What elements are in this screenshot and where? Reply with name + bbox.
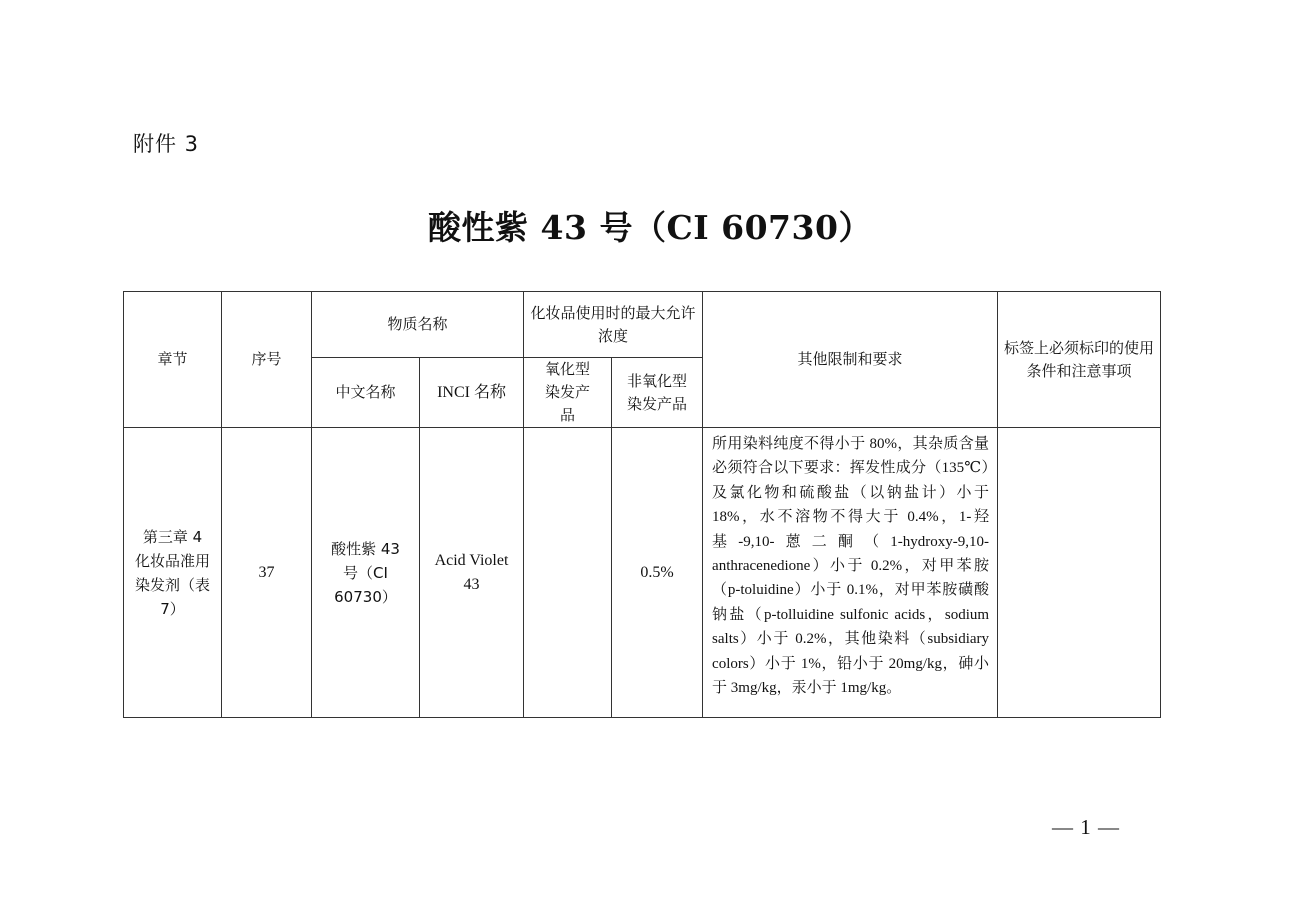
page-number: — 1 — <box>1052 815 1120 839</box>
cell-non-oxidative: 0.5% <box>612 428 703 718</box>
header-max-concentration: 化妆品使用时的最大允许浓度 <box>524 292 703 358</box>
header-oxidative: 氧化型染发产品 <box>524 358 612 428</box>
regulation-table <box>123 291 1161 718</box>
header-serial: 序号 <box>222 292 312 428</box>
header-label-conditions: 标签上必须标印的使用条件和注意事项 <box>998 292 1161 428</box>
cell-oxidative <box>524 428 612 718</box>
table-row <box>124 428 1161 718</box>
cell-label-conditions <box>998 428 1161 718</box>
header-chapter: 章节 <box>124 292 222 428</box>
header-substance-name: 物质名称 <box>312 292 524 358</box>
header-inci-name: INCI 名称 <box>420 358 524 428</box>
cell-other-restrictions: 所用染料纯度不得小于 80%，其杂质含量必须符合以下要求：挥发性成分（135℃）及氯化物和硫酸盐（以钠盐计）小于 18%，水不溶物不得大于 0.4%，1-羟基-9,10-蒽二酮（1-hydroxy-9,10-anthracenedione）小于 0.2%，对甲苯胺（p-toluidine）小于 0.1%，对甲苯胺磺酸钠盐（p-tolluidine sulfonic acids，sodium salts）小于 0.2%，其他染料（subsidiary colors）小于 1%，铅小于 20mg/kg，砷小于 3mg/kg，汞小于 1mg/kg。 <box>703 428 998 718</box>
cell-chapter: 第三章 4 化妆品准用染发剂（表 7） <box>124 428 222 718</box>
header-row-1 <box>124 292 1161 358</box>
cell-serial: 37 <box>222 428 312 718</box>
header-chinese-name: 中文名称 <box>312 358 420 428</box>
cell-chinese-name: 酸性紫 43 号（CI 60730） <box>312 428 420 718</box>
document-title: 酸性紫 43 号（CI 60730） <box>428 208 872 247</box>
attachment-label: 附件 3 <box>133 132 200 156</box>
header-other-restrictions: 其他限制和要求 <box>703 292 998 428</box>
cell-inci-name: Acid Violet 43 <box>420 428 524 718</box>
header-non-oxidative: 非氧化型染发产品 <box>612 358 703 428</box>
